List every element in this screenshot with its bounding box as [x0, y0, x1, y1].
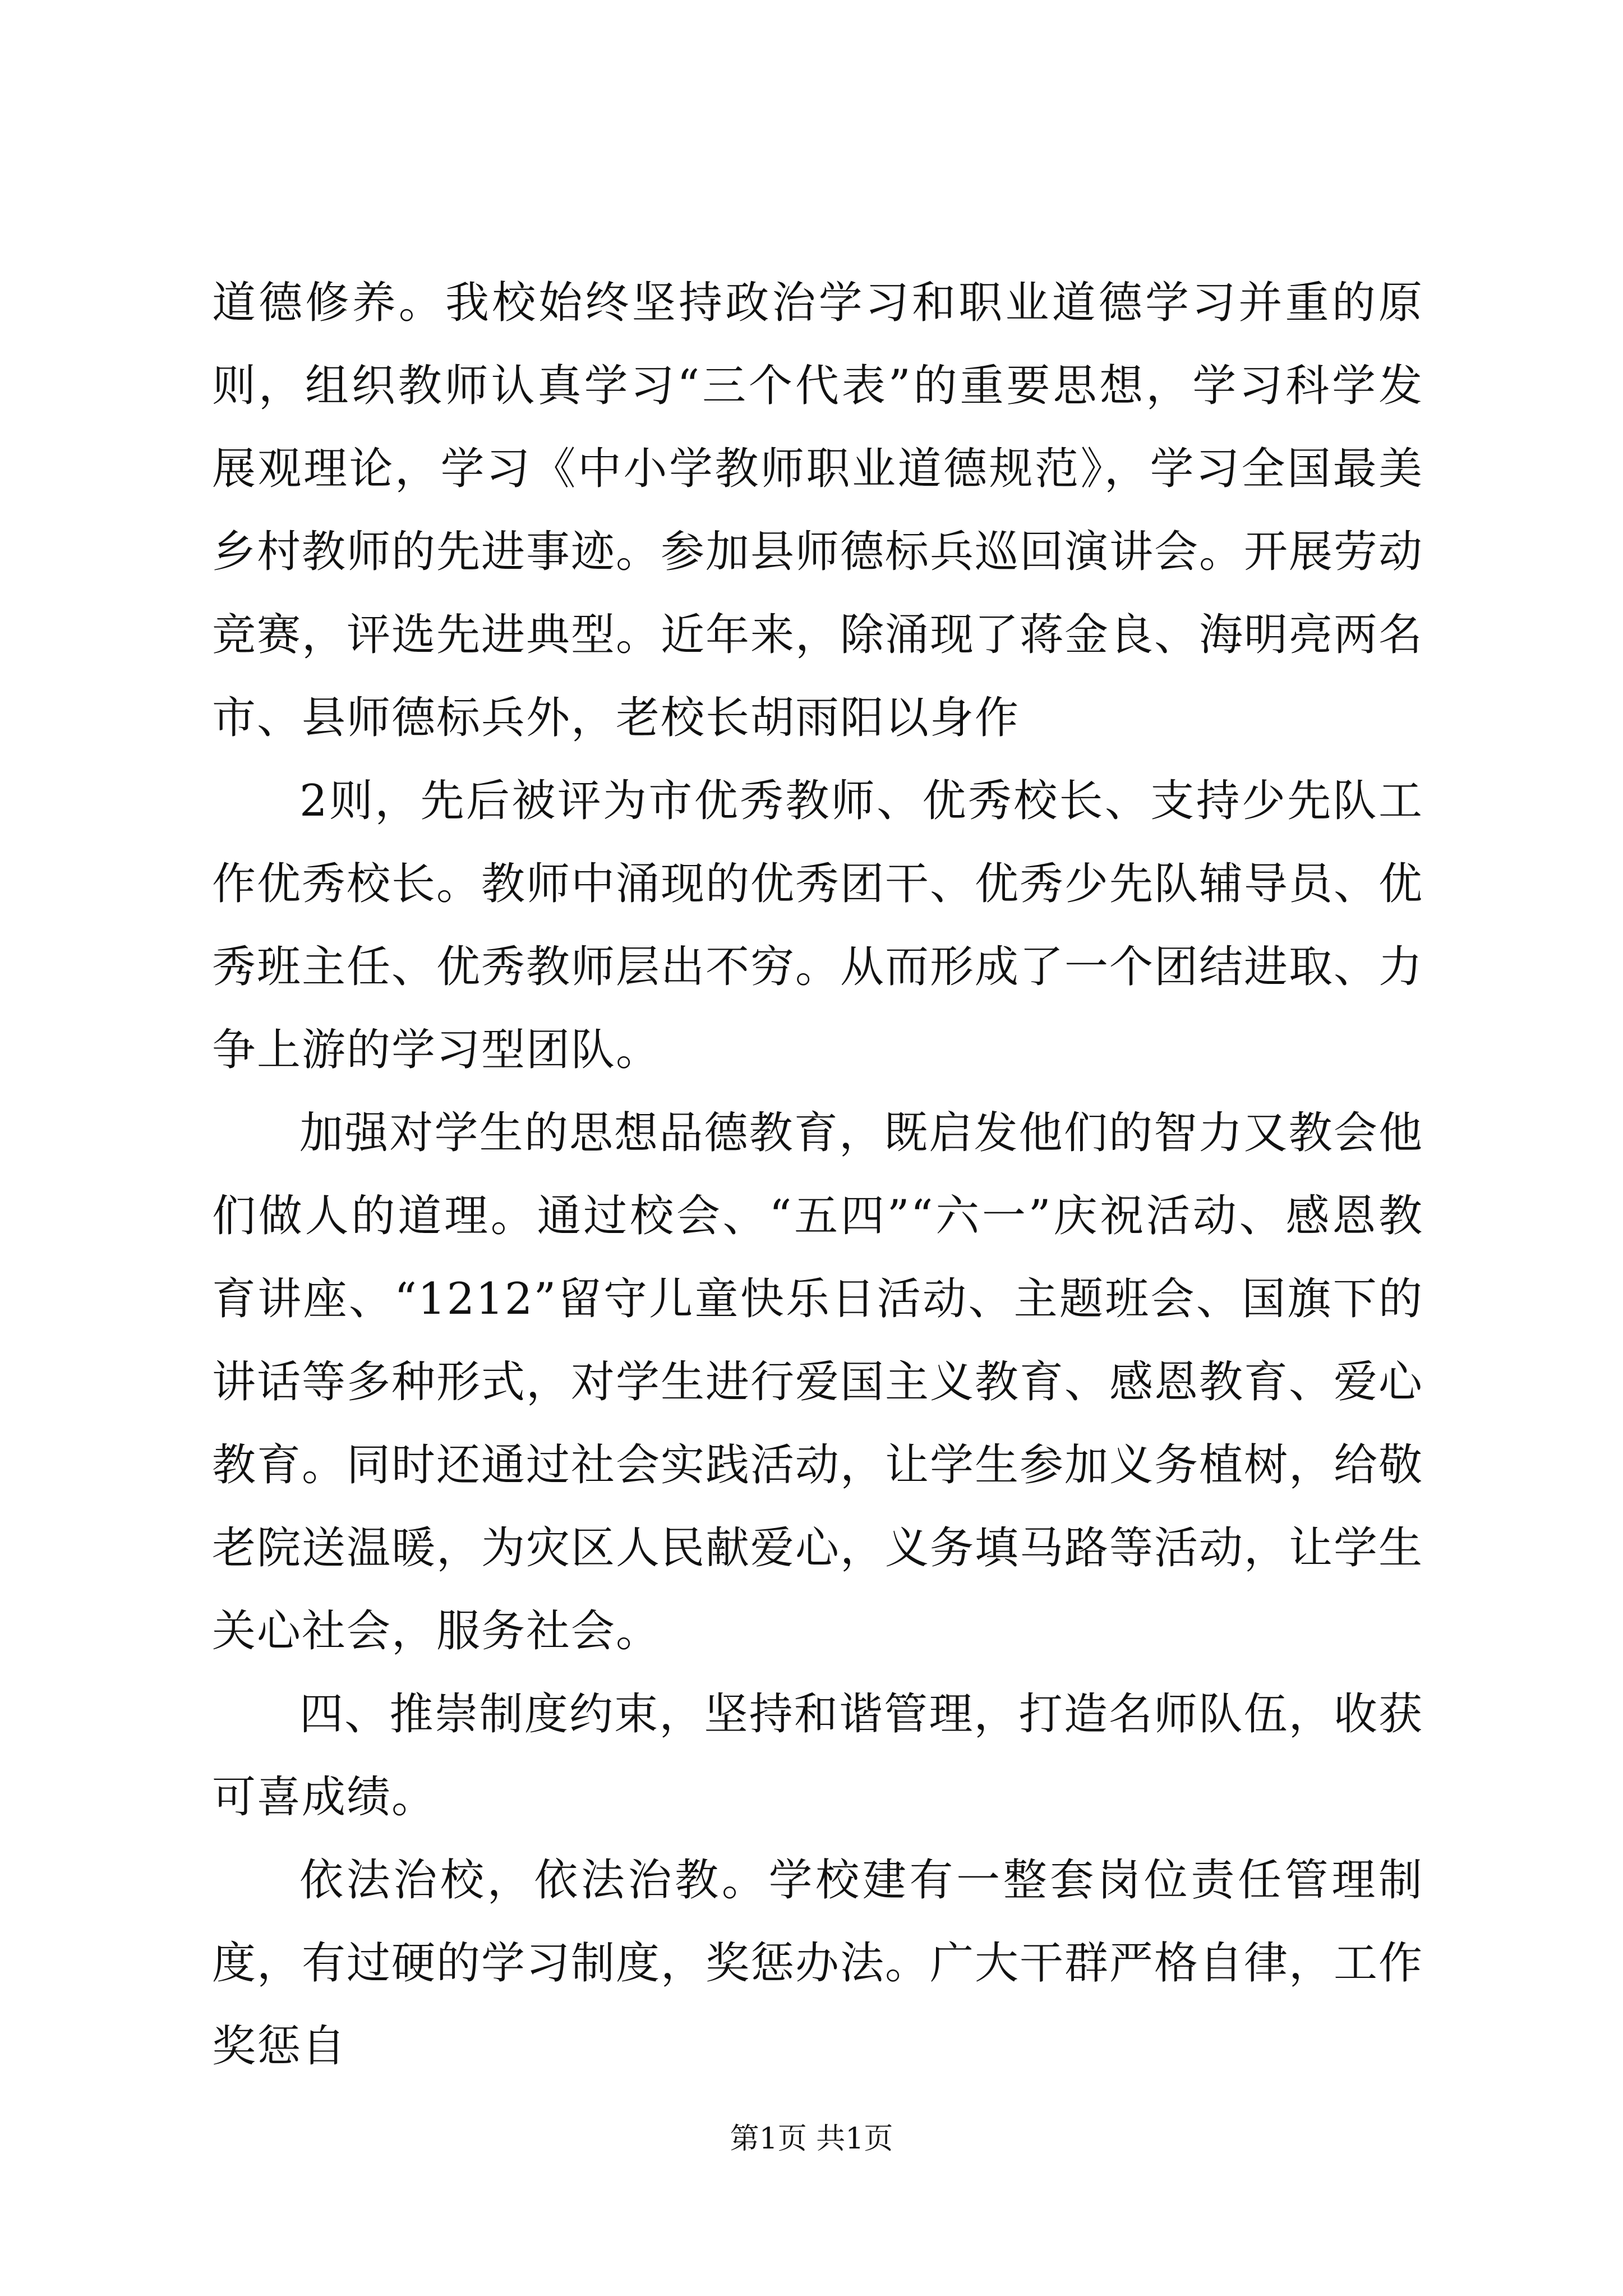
page-footer: 第1页 共1页 [730, 2122, 893, 2156]
paragraph-4: 四、推崇制度约束，坚持和谐管理，打造名师队伍，收获可喜成绩。 [212, 1689, 1423, 1823]
paragraph-2: 2则，先后被评为市优秀教师、优秀校长、支持少先队工作优秀校长。教师中涌现的优秀团干、优秀少先队辅导员、优秀班主任、优秀教师层出不穷。从而形成了一个团结进取、力争上游的学习型团队。 [212, 776, 1424, 1075]
paragraph-5: 依法治校，依法治教。学校建有一整套岗位责任管理制度，有过硬的学习制度，奖惩办法。广大干群严格自律，工作奖惩自 [212, 1855, 1424, 2072]
paragraph-1: 道德修养。我校始终坚持政治学习和职业道德学习并重的原则，组织教师认真学习“三个代表”的重要思想，学习科学发展观理论，学习《中小学教师职业道德规范》，学习全国最美乡村教师的先进事迹。参加县师德标兵巡回演讲会。开展劳动竞赛，评选先进典型。近年来，除涌现了蒋金良、海明亮两名市、县师德标兵外，老校长胡雨阳以身作 [212, 278, 1424, 743]
paragraph-3: 加强对学生的思想品德教育，既启发他们的智力又教会他们做人的道理。通过校会、“五四”“六一”庆祝活动、感恩教育讲座、“1212”留守儿童快乐日活动、主题班会、国旗下的讲话等多种形式，对学生进行爱国主义教育、感恩教育、爱心教育。同时还通过社会实践活动，让学生参加义务植树，给敬老院送温暖，为灾区人民献爱心，义务填马路等活动，让学生关心社会，服务社会。 [212, 1108, 1424, 1657]
document-body [212, 261, 1423, 2088]
